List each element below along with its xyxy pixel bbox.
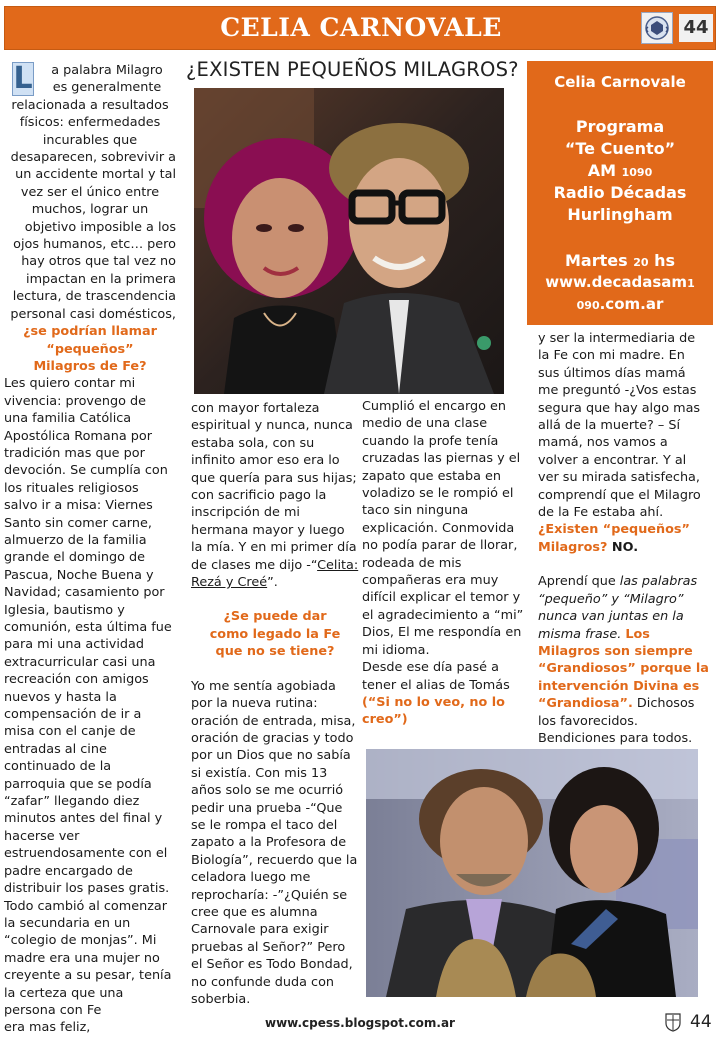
photo-award-ceremony (366, 749, 698, 997)
article-column-4 (538, 330, 710, 747)
col1-line: lectura, de trascendencia (12, 289, 176, 305)
col1-line: relacionada a resultados (11, 97, 169, 113)
col1-line: ojos humanos, etc… pero (13, 237, 176, 253)
col1-paragraph: Les quiero contar mi vivencia: provengo de una familia Católica Apostólica Romana por tradición mas que por devoción. Se cumplía con los rituales religiosos salvo ir a misa: Viernes Santo sin comer carne, almuerzo de la familia grande el domingo de Pascua, Noche Buena y Navidad; casamiento por Iglesia, bautismo y comunión, esta última fue para mi una actividad extracurricular casi una recreación con amigos nuevos y hasta la compensación de ir a misa con el canje de entradas al cine continuado de la parroquia que se podía “zafar” llegando diez minutos antes del final y hacerse ver estruendosamente con el padre encargado de distribuir los pases gratis. Todo cambió al comenzar la secundaria en un “colegio de monjas”. Mi madre era una mujer no creyente a su pesar, tenía la certeza que una persona con Fe (4, 376, 172, 1018)
photo-illustration (194, 88, 504, 394)
col4-highlight: Los Milagros son siempre “Grandiosos” porque la intervención Divina es “Grandiosa”. (538, 626, 709, 712)
sidebar-website-part: .com.ar (599, 295, 664, 313)
sidebar-band: AM (587, 161, 622, 180)
photo-celia-with-man (194, 88, 504, 394)
col4-italic: las palabras “pequeño” y “Milagro” nunca van juntas en la misma frase. (538, 574, 698, 642)
col2-question: ¿Se puede dar como legado la Fe que no se tiene? (209, 609, 341, 660)
col1-line: personal casi domésticos, (10, 306, 176, 322)
col2-text-end: ”. (267, 575, 278, 591)
sidebar-city: Hurlingham (567, 205, 673, 224)
sidebar-hour: 20 (633, 256, 649, 269)
col3-paragraph-2 (362, 659, 524, 729)
page-header (4, 6, 716, 50)
sidebar-day: Martes (565, 251, 634, 270)
col4-question: ¿Existen “pequeños” Milagros? (538, 522, 690, 555)
photo-illustration (366, 749, 698, 997)
col2-paragraph-2: Yo me sentía agobiada por la nueva rutina: oración de entrada, misa, oración de gracias y todo por un Dios que no sabía si existía. Con mis 13 años solo se me ocurrió pedir una prueba -“Que se le rompa el taco del zapato a la Profesora de Biología”, recuerdo que la celadora luego me reprocharía: -”¿Quién se cree que es alumna Carnovale para exigir pruebas al Señor?” Pero el Señor es Todo Bondad, no confunde duda con soberbia. (191, 678, 358, 1007)
sidebar-website-part: 090 (576, 299, 600, 312)
crest-icon (641, 12, 673, 44)
col1-line: impactan en la primera (26, 271, 176, 287)
header-title: CELIA CARNOVALE (220, 13, 502, 42)
article-column-2 (191, 400, 359, 1008)
col1-question: “pequeños” (46, 341, 134, 357)
sidebar-frequency (527, 161, 713, 180)
col1-paragraph-end: era mas feliz, (4, 1020, 91, 1036)
col2-quote: Celita: Rezá y Creé (191, 557, 359, 591)
col1-line: objetivo imposible a los (24, 219, 176, 235)
sidebar-website-line-2 (527, 295, 713, 313)
col1-line: físicos: enfermedades (19, 115, 161, 131)
article-column-1 (4, 62, 176, 1037)
col4-paragraph (538, 330, 710, 556)
col1-line: es generalmente (52, 80, 162, 96)
col4-text: y ser la intermediaria de la Fe con mi madre. En sus últimos días mamá me preguntó -¿Vos estas segura que hay algo mas allá de la muerte? – Sí mamá, nos vamos a volver a encontrar. Y al ver su mirada satisfecha, comprendí que el Milagro de la Fe estaba ahí. (538, 331, 701, 521)
col4-answer: NO. (607, 539, 639, 555)
col1-question: ¿se podrían llamar (23, 324, 157, 340)
col3-text: Desde ese día pasé a tener el alias de Tomás (362, 660, 510, 693)
col3-paragraph: Cumplió el encargo en medio de una clase cuando la profe tenía cruzadas las piernas y el zapato que estaba en voladizo se le rompió el taco sin ninguna explicación. Conmovida no podía parar de llorar, rodeada de mis compañeras era muy difícil explicar el temor y el agradecimiento a “mi” Dios, El me respondía en mi idioma. (362, 399, 524, 658)
article-title: ¿EXISTEN PEQUEÑOS MILAGROS? (186, 58, 519, 81)
col1-line: vez ser el único entre (20, 184, 160, 200)
col1-question: Milagros de Fe? (33, 358, 147, 374)
col1-line: desaparecen, sobrevivir a (10, 150, 176, 166)
col4-text-end: Dichosos los favorecidos. Bendiciones para todos. (538, 696, 695, 746)
col3-quote: (“Si no lo veo, no lo creo”) (362, 694, 505, 728)
footer-page-number: 44 (690, 1012, 712, 1032)
col1-line: incurables que (42, 132, 138, 148)
sidebar-website-part: www.decadasam (545, 273, 688, 291)
col1-line: un accidente mortal y tal (15, 167, 176, 183)
article-column-3 (362, 398, 524, 729)
header-page-number: 44 (679, 14, 713, 42)
sidebar-website-line-1 (527, 273, 713, 291)
radio-program-box (527, 61, 713, 325)
sidebar-website-part: 1 (687, 277, 695, 290)
shield-icon (664, 1012, 682, 1032)
col2-text: con mayor fortaleza espiritual y nunca, nunca estaba sola, con su infinito amor eso era lo que quería para sus hijas; con sacrificio pago la inscripción de mi hermana mayor y luego la mía. Y en mi primer día de clases me dijo -“ (191, 401, 357, 573)
sidebar-station: Radio Décadas (553, 183, 687, 202)
sidebar-program-label: Programa (575, 117, 665, 136)
footer-url: www.cpess.blogspot.com.ar (265, 1016, 455, 1030)
drop-cap: L (13, 61, 33, 96)
col2-paragraph (191, 400, 359, 591)
sidebar-frequency-number: 1090 (621, 166, 653, 179)
col4-paragraph-2 (538, 573, 710, 747)
col1-line: hay otros que tal vez no (21, 254, 176, 270)
col1-line: muchos, lograr un (31, 202, 149, 218)
col1-line: a palabra Milagro (51, 63, 163, 78)
col4-text: Aprendí que (538, 574, 620, 590)
sidebar-name: Celia Carnovale (554, 73, 686, 91)
sidebar-program-name: “Te Cuento” (564, 139, 676, 158)
sidebar-hour-unit: hs (648, 251, 675, 270)
sidebar-schedule (527, 251, 713, 270)
